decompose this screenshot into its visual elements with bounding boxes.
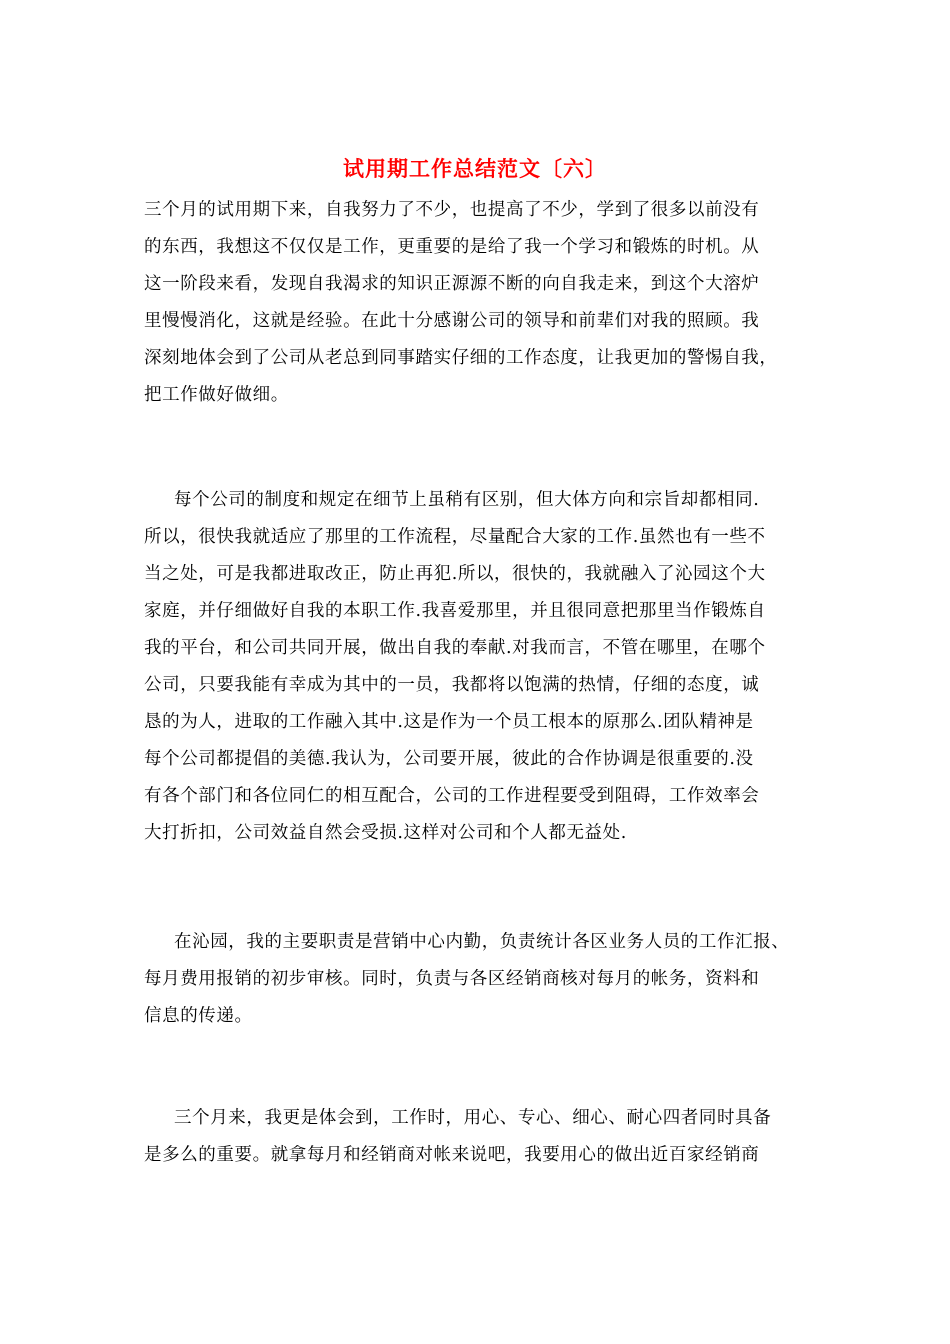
paragraph-4 <box>144 1100 808 1174</box>
paragraph-1 <box>144 192 808 414</box>
text-line: 恳的为人，进取的工作融入其中.这是作为一个员工根本的原那么.团队精神是 <box>144 712 754 732</box>
text-line: 当之处，可是我都进取改正，防止再犯.所以，很快的，我就融入了沁园这个大 <box>144 564 766 584</box>
text-line: 里慢慢消化，这就是经验。在此十分感谢公司的领导和前辈们对我的照顾。我 <box>144 311 760 331</box>
text-line: 我的平台，和公司共同开展，做出自我的奉献.对我而言，不管在哪里，在哪个 <box>144 638 766 658</box>
text-line: 每个公司都提倡的美德.我认为，公司要开展，彼此的合作协调是很重要的.没 <box>144 749 754 769</box>
paragraph-2 <box>144 482 808 852</box>
text-line: 每个公司的制度和规定在细节上虽稍有区别，但大体方向和宗旨却都相同. <box>174 490 760 510</box>
text-line: 三个月的试用期下来，自我努力了不少，也提高了不少，学到了很多以前没有 <box>144 200 760 220</box>
text-line: 的东西，我想这不仅仅是工作，更重要的是给了我一个学习和锻炼的时机。从 <box>144 237 760 257</box>
text-line: 把工作做好做细。 <box>144 385 289 405</box>
document-title: 试用期工作总结范文〔六〕 <box>343 156 607 181</box>
text-line: 公司，只要我能有幸成为其中的一员，我都将以饱满的热情，仔细的态度，诚 <box>144 675 760 695</box>
text-line: 每月费用报销的初步审核。同时，负责与各区经销商核对每月的帐务，资料和 <box>144 969 760 989</box>
text-line: 三个月来，我更是体会到，工作时，用心、专心、细心、耐心四者同时具备 <box>174 1108 772 1128</box>
text-line: 所以，很快我就适应了那里的工作流程，尽量配合大家的工作.虽然也有一些不 <box>144 527 766 547</box>
text-line: 信息的传递。 <box>144 1006 253 1026</box>
text-line: 是多么的重要。就拿每月和经销商对帐来说吧，我要用心的做出近百家经销商 <box>144 1145 760 1165</box>
text-line: 在沁园，我的主要职责是营销中心内勤，负责统计各区业务人员的工作汇报、 <box>174 932 790 952</box>
text-line: 这一阶段来看，发现自我渴求的知识正源源不断的向自我走来，到这个大溶炉 <box>144 274 760 294</box>
paragraph-3 <box>144 924 808 1035</box>
text-line: 有各个部门和各位同仁的相互配合，公司的工作进程要受到阻碍，工作效率会 <box>144 786 760 806</box>
text-line: 家庭，并仔细做好自我的本职工作.我喜爱那里，并且很同意把那里当作锻炼自 <box>144 601 766 621</box>
text-line: 深刻地体会到了公司从老总到同事踏实仔细的工作态度，让我更加的警惕自我， <box>144 348 778 368</box>
text-line: 大打折扣，公司效益自然会受损.这样对公司和个人都无益处. <box>144 823 627 843</box>
